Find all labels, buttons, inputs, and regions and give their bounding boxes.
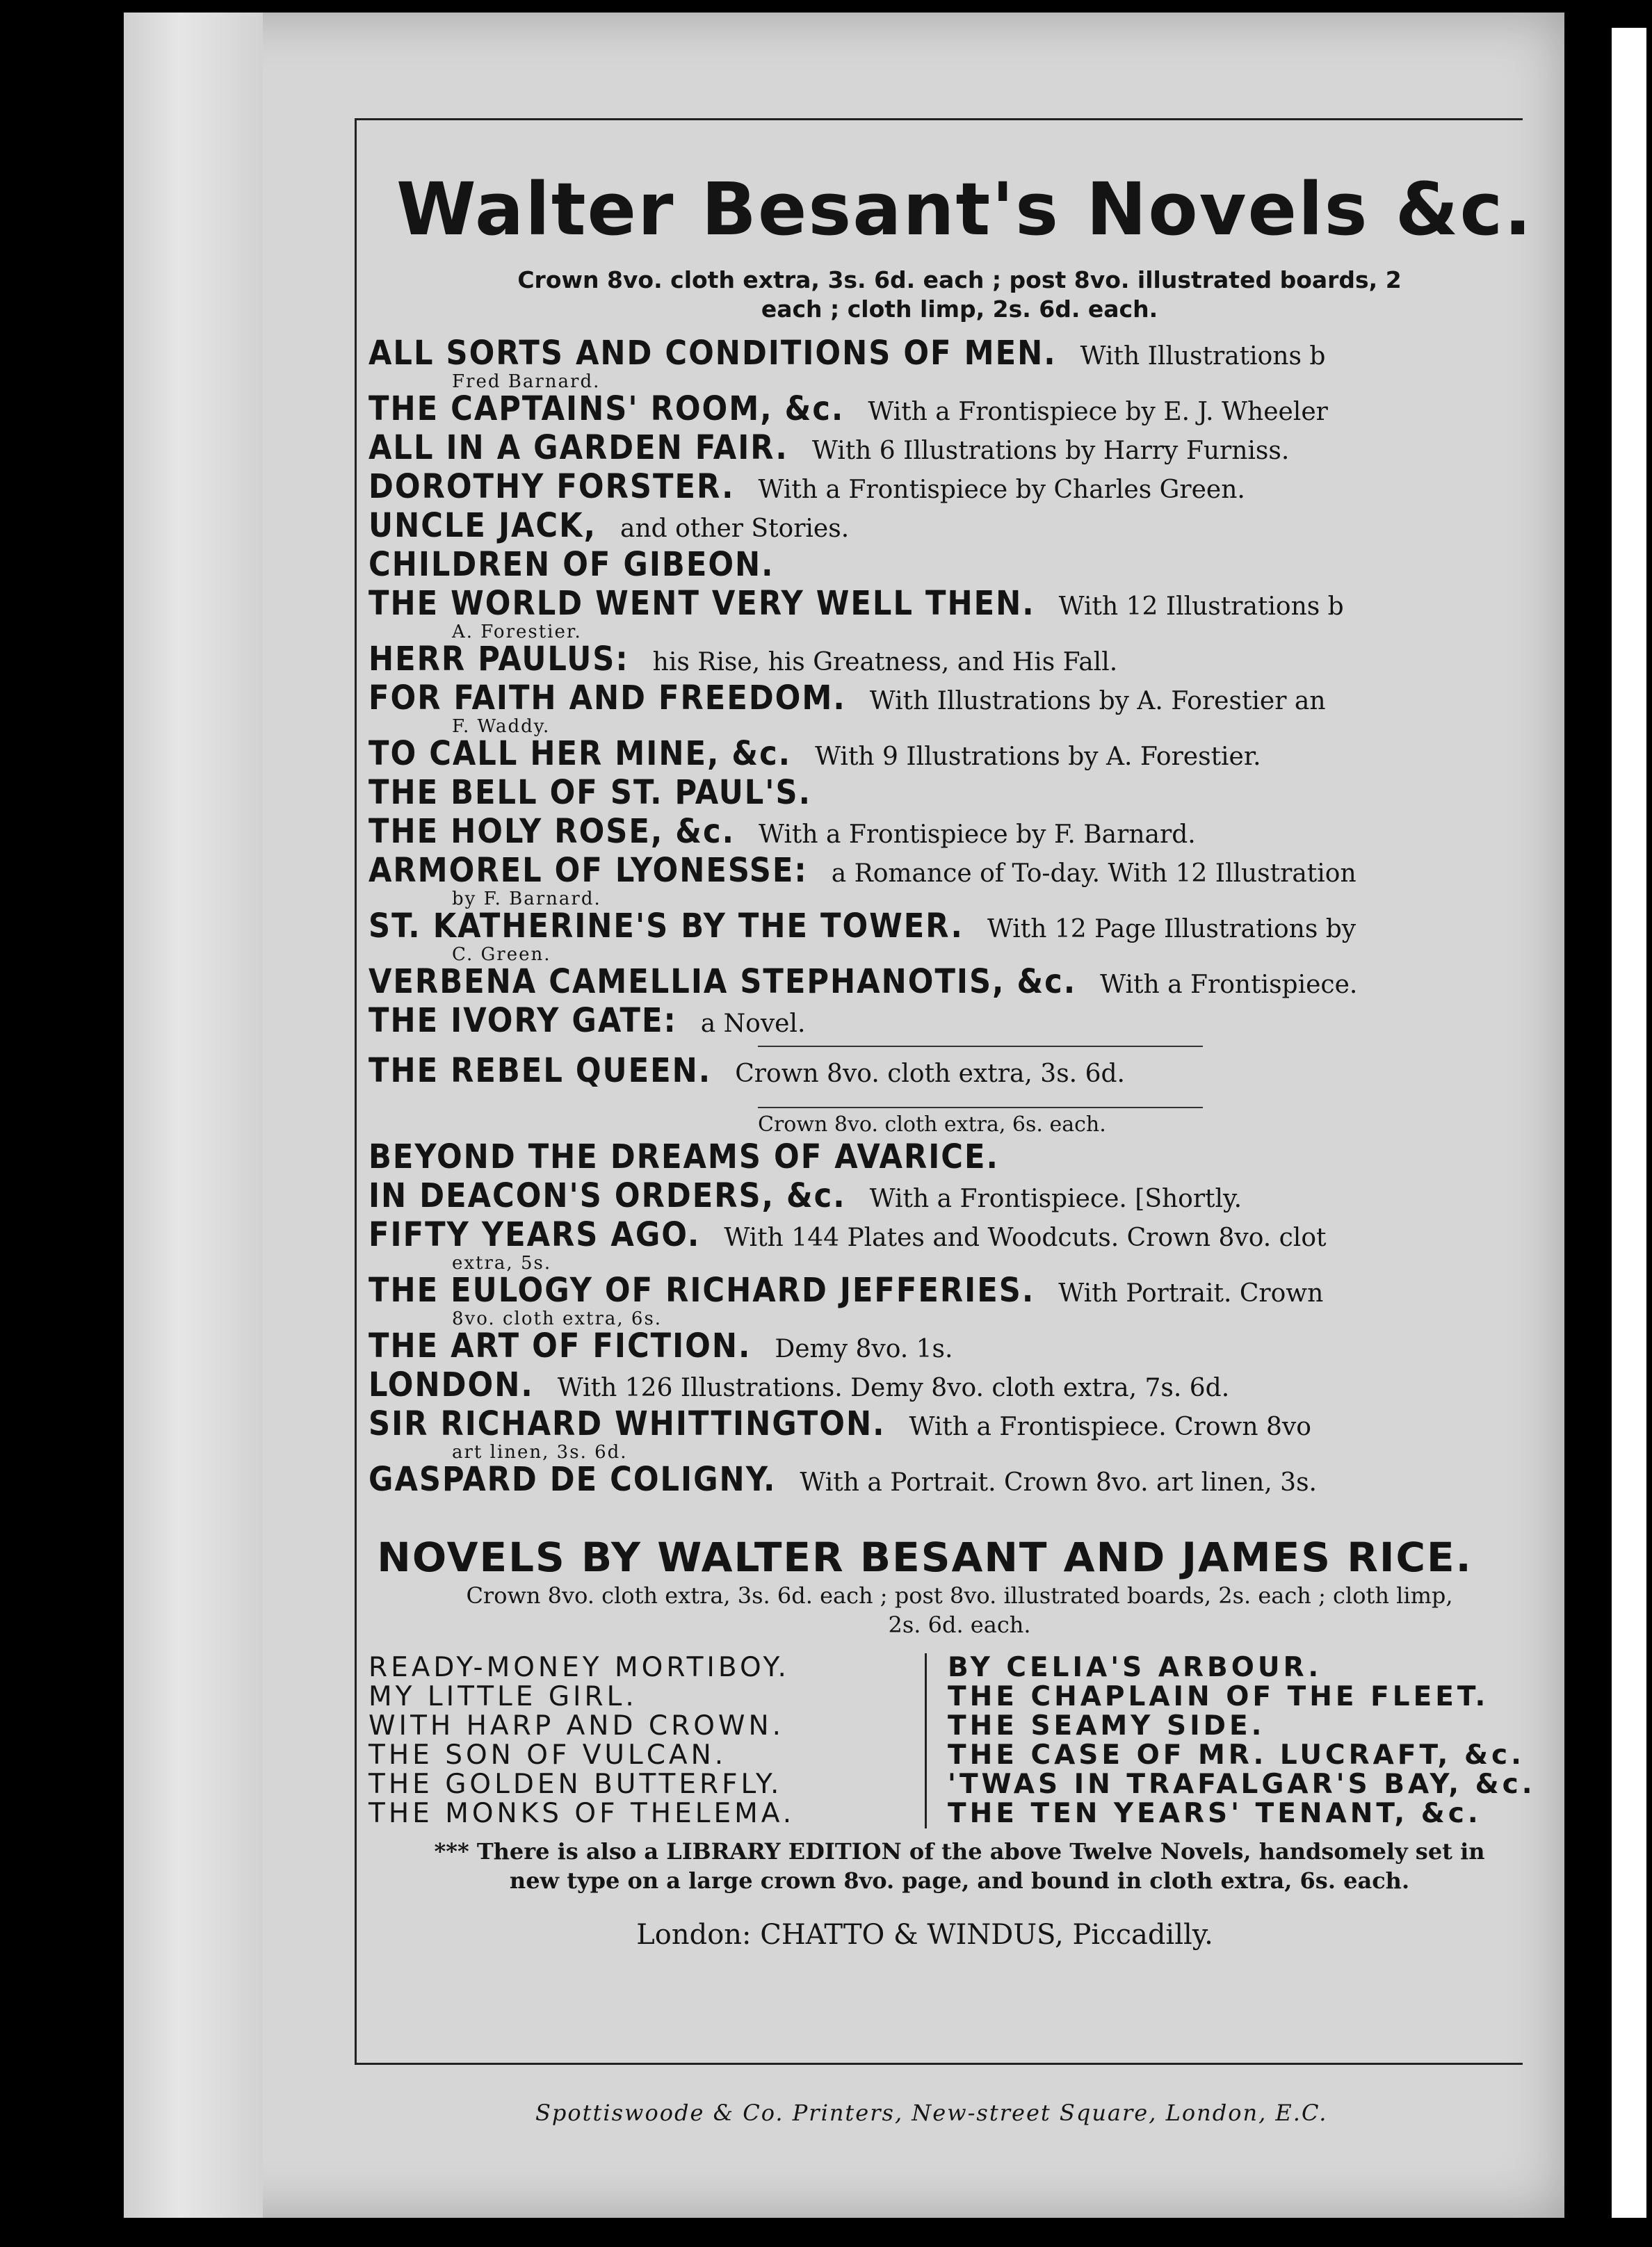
novel-title: THE REBEL QUEEN. — [369, 1051, 712, 1090]
novel-entry — [369, 428, 1509, 467]
joint-price-note — [396, 1581, 1523, 1639]
novel-description-continuation: F. Waddy. — [452, 716, 551, 737]
joint-novels-heading: NOVELS BY WALTER BESANT AND JAMES RICE. — [377, 1534, 1473, 1581]
joint-novels-right-column — [927, 1653, 1536, 1828]
novel-description: Crown 8vo. cloth extra, 3s. 6d. — [735, 1060, 1125, 1088]
novel-entry — [369, 467, 1509, 506]
novel-entry — [369, 679, 1509, 717]
novel-title: UNCLE JACK, — [369, 506, 597, 545]
novel-list — [369, 334, 1537, 1040]
novel-description: With a Frontispiece by E. J. Wheeler — [868, 398, 1328, 426]
publisher-line: London: CHATTO & WINDUS, Piccadilly. — [636, 1919, 1213, 1951]
novel-description-continuation: by F. Barnard. — [452, 889, 601, 909]
novel-description: his Rise, his Greatness, and His Fall. — [652, 648, 1118, 676]
novel-title: TO CALL HER MINE, &c. — [369, 734, 792, 773]
novel-title: LONDON. — [369, 1365, 534, 1404]
novel-entry — [369, 1137, 1509, 1176]
library-edition-note — [396, 1837, 1523, 1895]
joint-novel-title: THE TEN YEARS' TENANT, &c. — [948, 1798, 1482, 1829]
price-note-line: Crown 8vo. cloth extra, 3s. 6d. each ; post 8vo. illustrated boards, 2 — [517, 266, 1402, 293]
novel-entry — [369, 1327, 1509, 1365]
novel-description: With 126 Illustrations. Demy 8vo. cloth extra, 7s. 6d. — [557, 1374, 1230, 1402]
joint-novel-title: BY CELIA'S ARBOUR. — [948, 1652, 1322, 1683]
price-note-line: each ; cloth limp, 2s. 6d. each. — [761, 295, 1158, 323]
novel-entry — [369, 640, 1509, 679]
novel-title: THE HOLY ROSE, &c. — [369, 812, 735, 851]
novel-title: SIR RICHARD WHITTINGTON. — [369, 1404, 886, 1443]
novel-description-continuation: art linen, 3s. 6d. — [452, 1442, 628, 1463]
joint-novel-title: WITH HARP AND CROWN. — [369, 1710, 785, 1742]
printer-imprint: Spottiswoode & Co. Printers, New-street Square, London, E.C. — [535, 2100, 1328, 2126]
page-title: Walter Besant's Novels &c. — [396, 167, 1533, 252]
novel-title: ST. KATHERINE'S BY THE TOWER. — [369, 907, 964, 946]
novel-description: With Illustrations b — [1080, 342, 1326, 371]
novel-title: THE BELL OF ST. PAUL'S. — [369, 773, 812, 812]
novel-title: CHILDREN OF GIBEON. — [369, 545, 775, 584]
joint-price-note-line: Crown 8vo. cloth extra, 3s. 6d. each ; post 8vo. illustrated boards, 2s. each ; cloth limp, — [466, 1582, 1453, 1609]
novel-description: With a Portrait. Crown 8vo. art linen, 3s. — [800, 1468, 1317, 1497]
right-white-bar — [1612, 28, 1646, 2218]
novel-entry — [369, 334, 1509, 373]
joint-novel-title: THE CASE OF MR. LUCRAFT, &c. — [948, 1739, 1525, 1771]
novel-entry — [369, 545, 1509, 584]
novel-title: FOR FAITH AND FREEDOM. — [369, 679, 846, 717]
novel-description: With a Frontispiece by F. Barnard. — [758, 820, 1196, 849]
joint-novel-title: THE MONKS OF THELEMA. — [369, 1798, 795, 1829]
page-edge-strip — [124, 13, 263, 2218]
novel-description-continuation: Fred Barnard. — [452, 371, 601, 392]
joint-novel-title: THE SEAMY SIDE. — [948, 1710, 1265, 1742]
divider — [758, 1046, 1203, 1047]
novel-title: HERR PAULUS: — [369, 640, 629, 679]
novel-description: With a Frontispiece. — [1100, 971, 1358, 999]
novel-entry — [369, 962, 1509, 1001]
novel-entry — [369, 1404, 1509, 1443]
novel-title: THE WORLD WENT VERY WELL THEN. — [369, 584, 1035, 623]
six-shilling-note: Crown 8vo. cloth extra, 6s. each. — [758, 1112, 1106, 1137]
novel-description: With a Frontispiece. Crown 8vo — [909, 1413, 1311, 1441]
novel-entry — [369, 1460, 1509, 1499]
novel-entry — [369, 1176, 1509, 1215]
novel-entry — [369, 1365, 1509, 1404]
novel-entry — [369, 1271, 1509, 1310]
novel-entry — [369, 506, 1509, 545]
advertisement-content — [369, 167, 1537, 1951]
novel-entry — [369, 851, 1509, 890]
novel-description: With 6 Illustrations by Harry Furniss. — [811, 437, 1290, 465]
library-note-line: new type on a large crown 8vo. page, and bound in cloth extra, 6s. each. — [509, 1867, 1410, 1894]
novel-description: a Romance of To-day. With 12 Illustration — [831, 859, 1357, 888]
joint-novels-left-column — [369, 1653, 927, 1828]
price-note — [396, 266, 1523, 324]
novel-description: With 12 Illustrations b — [1058, 592, 1344, 621]
novel-entry — [369, 734, 1509, 773]
novel-title: THE IVORY GATE: — [369, 1001, 677, 1040]
novel-entry — [369, 1215, 1509, 1254]
novel-description: With Portrait. Crown — [1058, 1279, 1324, 1308]
novel-title: IN DEACON'S ORDERS, &c. — [369, 1176, 846, 1215]
novel-title: BEYOND THE DREAMS OF AVARICE. — [369, 1137, 999, 1176]
novel-title: GASPARD DE COLIGNY. — [369, 1460, 777, 1499]
novel-title: ARMOREL OF LYONESSE: — [369, 851, 808, 890]
novel-description: With 9 Illustrations by A. Forestier. — [815, 743, 1261, 771]
novel-title: THE CAPTAINS' ROOM, &c. — [369, 389, 845, 428]
novel-title: THE EULOGY OF RICHARD JEFFERIES. — [369, 1271, 1035, 1310]
novel-description-continuation: C. Green. — [452, 944, 551, 965]
novel-title: VERBENA CAMELLIA STEPHANOTIS, &c. — [369, 962, 1077, 1001]
novel-entry — [369, 907, 1509, 946]
novel-description-continuation: 8vo. cloth extra, 6s. — [452, 1308, 663, 1329]
divider — [758, 1107, 1203, 1108]
novel-description: With 144 Plates and Woodcuts. Crown 8vo. clot — [724, 1224, 1327, 1252]
novel-entry — [369, 773, 1509, 812]
novel-title: THE ART OF FICTION. — [369, 1327, 752, 1365]
joint-novel-title: THE GOLDEN BUTTERFLY. — [369, 1769, 783, 1800]
joint-novel-title: READY-MONEY MORTIBOY. — [369, 1652, 790, 1683]
novel-entry — [369, 584, 1509, 623]
joint-price-note-line: 2s. 6d. each. — [888, 1612, 1031, 1638]
novel-description-continuation: A. Forestier. — [452, 622, 582, 642]
novel-entry — [369, 1001, 1509, 1040]
novel-description: Demy 8vo. 1s. — [775, 1335, 953, 1363]
novel-entry — [369, 1051, 1509, 1090]
joint-novel-title: 'TWAS IN TRAFALGAR'S BAY, &c. — [948, 1769, 1536, 1800]
library-note-line: *** There is also a LIBRARY EDITION of the above Twelve Novels, handsomely set in — [434, 1838, 1485, 1865]
novel-title: FIFTY YEARS AGO. — [369, 1215, 701, 1254]
novel-entry — [369, 812, 1509, 851]
novel-title: ALL IN A GARDEN FAIR. — [369, 428, 788, 467]
novel-description-continuation: extra, 5s. — [452, 1253, 552, 1274]
other-works-list — [369, 1137, 1537, 1499]
joint-novel-title: MY LITTLE GIRL. — [369, 1681, 638, 1712]
novel-title: ALL SORTS AND CONDITIONS OF MEN. — [369, 334, 1057, 373]
novel-entry — [369, 389, 1509, 428]
novel-description: With Illustrations by A. Forestier an — [869, 687, 1326, 715]
joint-novel-title: THE SON OF VULCAN. — [369, 1739, 727, 1771]
novel-description: With a Frontispiece by Charles Green. — [758, 476, 1245, 504]
joint-novel-title: THE CHAPLAIN OF THE FLEET. — [948, 1681, 1489, 1712]
novel-description: and other Stories. — [620, 514, 850, 543]
novel-description: With a Frontispiece. [Shortly. — [869, 1185, 1242, 1213]
joint-novels-columns — [369, 1653, 1537, 1828]
novel-title: DOROTHY FORSTER. — [369, 467, 735, 506]
novel-description: a Novel. — [700, 1009, 806, 1038]
novel-description: With 12 Page Illustrations by — [987, 915, 1357, 943]
